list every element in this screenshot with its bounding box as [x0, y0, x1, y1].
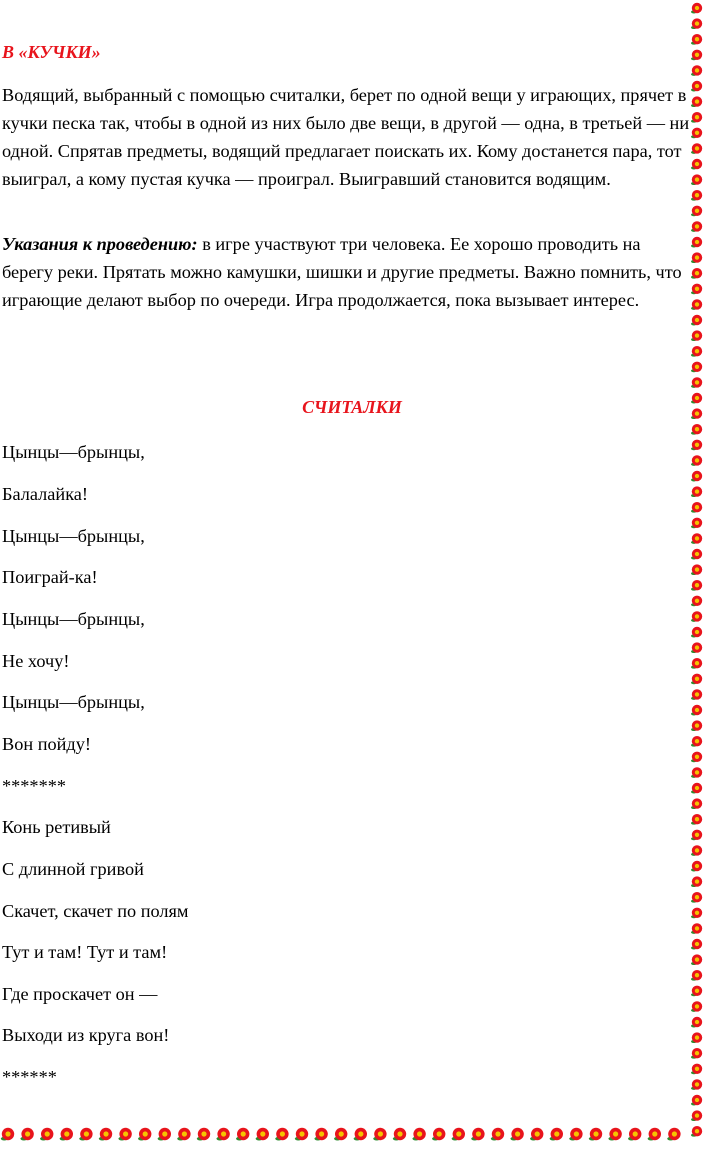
rhyme-line: Цынцы—брынцы,: [2, 609, 145, 629]
red-flower-icon: [691, 174, 702, 185]
red-flower-icon: [393, 1128, 406, 1141]
red-flower-icon: [691, 1032, 702, 1043]
red-flower-icon: [691, 128, 702, 139]
red-flower-icon: [691, 518, 702, 529]
red-flower-icon: [216, 1128, 229, 1141]
red-flower-icon: [691, 50, 702, 61]
rhyme-line: Не хочу!: [2, 651, 70, 671]
red-flower-icon: [412, 1128, 425, 1141]
red-flower-icon: [236, 1128, 249, 1141]
red-flower-icon: [691, 720, 702, 731]
red-flower-icon: [691, 330, 702, 341]
red-flower-icon: [691, 923, 702, 934]
red-flower-icon: [691, 96, 702, 107]
red-flower-icon: [691, 159, 702, 170]
red-flower-icon: [569, 1128, 582, 1141]
red-flower-icon: [691, 18, 702, 29]
red-flower-icon: [691, 1017, 702, 1028]
red-flower-icon: [691, 783, 702, 794]
red-flower-icon: [691, 1095, 702, 1106]
rhyme-line: Цынцы—брынцы,: [2, 442, 145, 462]
red-flower-icon: [79, 1128, 92, 1141]
red-flower-icon: [256, 1128, 269, 1141]
red-flower-icon: [491, 1128, 504, 1141]
red-flower-icon: [691, 65, 702, 76]
red-flower-icon: [295, 1128, 308, 1141]
rhyme-line: Цынцы—брынцы,: [2, 692, 145, 712]
red-flower-icon: [691, 549, 702, 560]
red-flower-icon: [530, 1128, 543, 1141]
game-instructions: [2, 230, 692, 314]
red-flower-icon: [691, 424, 702, 435]
red-flower-icon: [589, 1128, 602, 1141]
red-flower-icon: [432, 1128, 445, 1141]
red-flower-icon: [691, 752, 702, 763]
red-flower-icon: [691, 861, 702, 872]
red-flower-icon: [99, 1128, 112, 1141]
instructions-label: Указания к проведению:: [2, 234, 198, 254]
red-flower-icon: [691, 346, 702, 357]
red-flower-icon: [691, 736, 702, 747]
red-flower-icon: [691, 502, 702, 513]
red-flower-icon: [314, 1128, 327, 1141]
red-flower-icon: [667, 1128, 680, 1141]
red-flower-icon: [691, 954, 702, 965]
red-flower-icon: [691, 1110, 702, 1121]
red-flower-icon: [691, 455, 702, 466]
red-flower-icon: [1, 1128, 14, 1141]
red-flower-icon: [691, 34, 702, 45]
rhyme-line: ******: [2, 1067, 57, 1087]
counting-rhymes-title: СЧИТАЛКИ: [302, 397, 402, 417]
rhyme-line: Конь ретивый: [2, 817, 111, 837]
red-flower-icon: [691, 284, 702, 295]
red-flower-icon: [471, 1128, 484, 1141]
red-flower-icon: [118, 1128, 131, 1141]
red-flower-icon: [373, 1128, 386, 1141]
red-flower-icon: [550, 1128, 563, 1141]
red-flower-icon: [691, 798, 702, 809]
red-flower-icon: [691, 206, 702, 217]
red-flower-icon: [691, 767, 702, 778]
red-flower-icon: [275, 1128, 288, 1141]
rhyme-line: С длинной гривой: [2, 859, 144, 879]
red-flower-icon: [691, 674, 702, 685]
red-flower-icon: [354, 1128, 367, 1141]
rhyme-line: Скачет, скачет по полям: [2, 901, 189, 921]
rhyme-line: Поиграй-ка!: [2, 567, 98, 587]
instructions-text: в игре участвуют три человека. Ее хорошо проводить на берегу реки. Прятать можно камушки, шишки и другие предметы. Важно помнить, что играющие делают выбор по очереди. Игра продолжается, пока вызывает интерес.: [2, 234, 682, 310]
rhyme-line: *******: [2, 776, 66, 796]
red-flower-icon: [691, 268, 702, 279]
red-flower-icon: [691, 892, 702, 903]
red-flower-icon: [691, 221, 702, 232]
red-flower-icon: [691, 377, 702, 388]
red-flower-icon: [691, 190, 702, 201]
red-flower-icon: [608, 1128, 621, 1141]
red-flower-icon: [691, 3, 702, 14]
red-flower-icon: [452, 1128, 465, 1141]
red-flower-icon: [691, 596, 702, 607]
red-flower-icon: [691, 486, 702, 497]
red-flower-icon: [138, 1128, 151, 1141]
rhyme-line: Тут и там! Тут и там!: [2, 942, 168, 962]
red-flower-icon: [628, 1128, 641, 1141]
rhyme-line: Балалайка!: [2, 484, 88, 504]
rhyme-line: Выходи из круга вон!: [2, 1025, 170, 1045]
red-flower-icon: [197, 1128, 210, 1141]
red-flower-icon: [691, 143, 702, 154]
red-flower-icon: [691, 642, 702, 653]
game-title: В «КУЧКИ»: [2, 42, 101, 62]
red-flower-icon: [158, 1128, 171, 1141]
red-flower-icon: [691, 1048, 702, 1059]
rhyme-line: Где проскачет он —: [2, 984, 158, 1004]
red-flower-icon: [648, 1128, 661, 1141]
red-flower-icon: [691, 580, 702, 591]
red-flower-icon: [691, 564, 702, 575]
red-flower-icon: [40, 1128, 53, 1141]
red-flower-icon: [691, 1079, 702, 1090]
red-flower-icon: [691, 627, 702, 638]
red-flower-icon: [20, 1128, 33, 1141]
red-flower-icon: [177, 1128, 190, 1141]
red-flower-icon: [691, 408, 702, 419]
red-flower-icon: [691, 939, 702, 950]
red-flower-icon: [691, 393, 702, 404]
red-flower-icon: [691, 986, 702, 997]
red-flower-icon: [691, 689, 702, 700]
red-flower-icon: [691, 611, 702, 622]
red-flower-icon: [691, 876, 702, 887]
red-flower-icon: [691, 658, 702, 669]
red-flower-icon: [691, 1001, 702, 1012]
red-flower-icon: [691, 112, 702, 123]
rhyme-line: Вон пойду!: [2, 734, 91, 754]
red-flower-icon: [691, 533, 702, 544]
red-flower-icon: [691, 440, 702, 451]
red-flower-icon: [691, 471, 702, 482]
red-flower-icon: [691, 908, 702, 919]
red-flower-icon: [691, 970, 702, 981]
flower-border-right: [690, 0, 704, 1149]
rhyme-line: Цынцы—брынцы,: [2, 526, 145, 546]
red-flower-icon: [691, 814, 702, 825]
red-flower-icon: [691, 362, 702, 373]
red-flower-icon: [691, 237, 702, 248]
red-flower-icon: [691, 1064, 702, 1075]
red-flower-icon: [691, 845, 702, 856]
red-flower-icon: [691, 81, 702, 92]
red-flower-icon: [510, 1128, 523, 1141]
red-flower-icon: [691, 299, 702, 310]
red-flower-icon: [334, 1128, 347, 1141]
red-flower-icon: [60, 1128, 73, 1141]
game-description: Водящий, выбранный с помощью считалки, берет по одной вещи у играющих, прячет в кучки песка так, чтобы в одной из них было две вещи, в другой — одна, в третьей — ни одной. Спрятав предметы, водящий предлагает поискать их. Кому достанется пара, тот выиграл, а кому пустая кучка — проиграл. Выигравший становится водящим.: [2, 85, 690, 189]
red-flower-icon: [691, 315, 702, 326]
red-flower-icon: [691, 252, 702, 263]
red-flower-icon: [691, 830, 702, 841]
flower-border-bottom: [0, 1124, 704, 1144]
red-flower-icon: [691, 705, 702, 716]
